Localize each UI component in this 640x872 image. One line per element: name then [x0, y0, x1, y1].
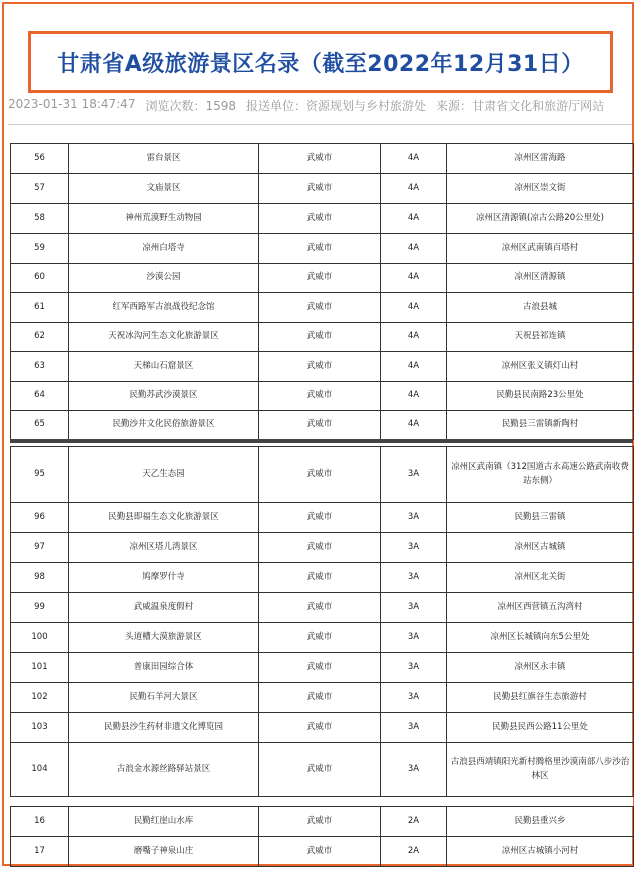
- level-cell: 3A: [381, 593, 447, 623]
- table-row: [11, 807, 634, 837]
- city-cell: 武威市: [259, 174, 381, 204]
- scenic-name-cell: 民勤县沙生药材非遗文化博览园: [69, 713, 259, 743]
- table-row: [11, 683, 634, 713]
- row-number-cell: 100: [11, 623, 69, 653]
- level-cell: 4A: [381, 144, 447, 174]
- address-cell: 凉州区北关街: [447, 563, 634, 593]
- address-cell: 凉州区长城镇向东5公里处: [447, 623, 634, 653]
- table-row: [11, 204, 634, 234]
- row-number-cell: 104: [11, 743, 69, 797]
- scenic-name-cell: 凉州区塔儿湾景区: [69, 533, 259, 563]
- city-cell: 武威市: [259, 653, 381, 683]
- scenic-name-cell: 雷台景区: [69, 144, 259, 174]
- city-cell: 武威市: [259, 352, 381, 382]
- level-cell: 4A: [381, 382, 447, 411]
- row-number-cell: 103: [11, 713, 69, 743]
- city-cell: 武威市: [259, 204, 381, 234]
- table-row: [11, 563, 634, 593]
- dept-info: [246, 97, 426, 117]
- address-cell: 凉州区崇文街: [447, 174, 634, 204]
- address-cell: 凉州区永丰镇: [447, 653, 634, 683]
- source-label: 来源：: [436, 99, 473, 113]
- city-cell: 武威市: [259, 503, 381, 533]
- table-row: [11, 234, 634, 264]
- address-cell: 凉州区古城镇小河村: [447, 837, 634, 867]
- address-cell: 古浪县西靖镇阳光新村腾格里沙漠南部八步沙治林区: [447, 743, 634, 797]
- table-4a: [10, 143, 634, 440]
- table-row: [11, 743, 634, 797]
- scenic-name-cell: 民勤沙井文化民俗旅游景区: [69, 411, 259, 440]
- scenic-name-cell: 红军西路军古浪战役纪念馆: [69, 293, 259, 323]
- table-row: [11, 623, 634, 653]
- row-number-cell: 63: [11, 352, 69, 382]
- row-number-cell: 16: [11, 807, 69, 837]
- article-meta: [8, 97, 634, 117]
- table-row: [11, 411, 634, 440]
- views-info: [145, 97, 236, 117]
- meta-divider: [8, 124, 632, 125]
- scenic-name-cell: 民勤县即福生态文化旅游景区: [69, 503, 259, 533]
- row-number-cell: 56: [11, 144, 69, 174]
- city-cell: 武威市: [259, 293, 381, 323]
- scenic-name-cell: 民勤石羊河大景区: [69, 683, 259, 713]
- address-cell: 古浪县城: [447, 293, 634, 323]
- row-number-cell: 17: [11, 837, 69, 867]
- address-cell: 民勤县三雷镇: [447, 503, 634, 533]
- table-row: [11, 653, 634, 683]
- address-cell: 凉州区雷海路: [447, 144, 634, 174]
- row-number-cell: 59: [11, 234, 69, 264]
- level-cell: 4A: [381, 234, 447, 264]
- scenic-name-cell: 鸠摩罗什寺: [69, 563, 259, 593]
- city-cell: 武威市: [259, 234, 381, 264]
- address-cell: 民勤县三雷镇新陶村: [447, 411, 634, 440]
- level-cell: 3A: [381, 447, 447, 503]
- views-count: 1598: [205, 99, 237, 113]
- scenic-name-cell: 古浪金水源丝路驿站景区: [69, 743, 259, 797]
- city-cell: 武威市: [259, 807, 381, 837]
- address-cell: 民勤县重兴乡: [447, 807, 634, 837]
- dept-value: 资源规划与乡村旅游处: [306, 99, 427, 113]
- row-number-cell: 96: [11, 503, 69, 533]
- title-box: [28, 31, 613, 93]
- scenic-name-cell: 民勤红崖山水库: [69, 807, 259, 837]
- level-cell: 4A: [381, 323, 447, 352]
- table-row: [11, 713, 634, 743]
- row-number-cell: 95: [11, 447, 69, 503]
- level-cell: 4A: [381, 174, 447, 204]
- row-number-cell: 99: [11, 593, 69, 623]
- level-cell: 3A: [381, 623, 447, 653]
- city-cell: 武威市: [259, 623, 381, 653]
- address-cell: 凉州区古城镇: [447, 533, 634, 563]
- address-cell: 凉州区清源镇(凉古公路20公里处): [447, 204, 634, 234]
- level-cell: 2A: [381, 807, 447, 837]
- row-number-cell: 64: [11, 382, 69, 411]
- level-cell: 3A: [381, 563, 447, 593]
- city-cell: 武威市: [259, 743, 381, 797]
- address-cell: 凉州区武南镇百塔村: [447, 234, 634, 264]
- city-cell: 武威市: [259, 713, 381, 743]
- address-cell: 凉州区张义镇灯山村: [447, 352, 634, 382]
- table-row: [11, 323, 634, 352]
- row-number-cell: 97: [11, 533, 69, 563]
- scenic-name-cell: 普康田园综合体: [69, 653, 259, 683]
- table-row: [11, 264, 634, 293]
- table-row: [11, 382, 634, 411]
- city-cell: 武威市: [259, 837, 381, 867]
- row-number-cell: 60: [11, 264, 69, 293]
- table-row: [11, 352, 634, 382]
- table-2a: [10, 806, 634, 867]
- table-divider-top: [10, 439, 633, 443]
- level-cell: 4A: [381, 264, 447, 293]
- address-cell: 天祝县祁连镇: [447, 323, 634, 352]
- dept-label: 报送单位：: [246, 99, 307, 113]
- source-value: 甘肃省文化和旅游厅网站: [472, 99, 605, 113]
- table-row: [11, 144, 634, 174]
- city-cell: 武威市: [259, 144, 381, 174]
- city-cell: 武威市: [259, 563, 381, 593]
- city-cell: 武威市: [259, 447, 381, 503]
- scenic-name-cell: 天祝冰沟河生态文化旅游景区: [69, 323, 259, 352]
- address-cell: 民勤县民西公路11公里处: [447, 713, 634, 743]
- scenic-name-cell: 磨嘴子神泉山庄: [69, 837, 259, 867]
- row-number-cell: 61: [11, 293, 69, 323]
- address-cell: 凉州区武南镇（312国道古永高速公路武南收费站东侧）: [447, 447, 634, 503]
- level-cell: 3A: [381, 713, 447, 743]
- level-cell: 2A: [381, 837, 447, 867]
- row-number-cell: 65: [11, 411, 69, 440]
- level-cell: 4A: [381, 411, 447, 440]
- level-cell: 3A: [381, 653, 447, 683]
- city-cell: 武威市: [259, 411, 381, 440]
- level-cell: 3A: [381, 683, 447, 713]
- city-cell: 武威市: [259, 533, 381, 563]
- table-3a: [10, 446, 634, 797]
- scenic-name-cell: 神州荒漠野生动物园: [69, 204, 259, 234]
- scenic-name-cell: 武威温泉度假村: [69, 593, 259, 623]
- table-row: [11, 593, 634, 623]
- scenic-name-cell: 天梯山石窟景区: [69, 352, 259, 382]
- table-row: [11, 503, 634, 533]
- table-row: [11, 447, 634, 503]
- level-cell: 3A: [381, 743, 447, 797]
- publish-datetime: 2023-01-31 18:47:47: [8, 97, 136, 111]
- city-cell: 武威市: [259, 683, 381, 713]
- row-number-cell: 101: [11, 653, 69, 683]
- city-cell: 武威市: [259, 264, 381, 293]
- level-cell: 4A: [381, 352, 447, 382]
- level-cell: 3A: [381, 503, 447, 533]
- level-cell: 3A: [381, 533, 447, 563]
- address-cell: 凉州区西营镇五沟湾村: [447, 593, 634, 623]
- city-cell: 武威市: [259, 593, 381, 623]
- scenic-name-cell: 文庙景区: [69, 174, 259, 204]
- scenic-name-cell: 头道槽大漠旅游景区: [69, 623, 259, 653]
- level-cell: 4A: [381, 204, 447, 234]
- views-label: 浏览次数：: [145, 99, 206, 113]
- row-number-cell: 98: [11, 563, 69, 593]
- source-info: [436, 97, 604, 117]
- address-cell: 民勤县红旗谷生态旅游村: [447, 683, 634, 713]
- table-row: [11, 837, 634, 867]
- city-cell: 武威市: [259, 323, 381, 352]
- table-row: [11, 174, 634, 204]
- page-title: 甘肃省A级旅游景区名录（截至2022年12月31日）: [57, 51, 584, 77]
- scenic-name-cell: 沙漠公园: [69, 264, 259, 293]
- level-cell: 4A: [381, 293, 447, 323]
- table-row: [11, 533, 634, 563]
- scenic-name-cell: 民勤苏武沙漠景区: [69, 382, 259, 411]
- row-number-cell: 57: [11, 174, 69, 204]
- scenic-name-cell: 天乙生态园: [69, 447, 259, 503]
- city-cell: 武威市: [259, 382, 381, 411]
- address-cell: 民勤县民南路23公里处: [447, 382, 634, 411]
- row-number-cell: 58: [11, 204, 69, 234]
- table-row: [11, 293, 634, 323]
- scenic-name-cell: 凉州白塔寺: [69, 234, 259, 264]
- row-number-cell: 62: [11, 323, 69, 352]
- row-number-cell: 102: [11, 683, 69, 713]
- address-cell: 凉州区清源镇: [447, 264, 634, 293]
